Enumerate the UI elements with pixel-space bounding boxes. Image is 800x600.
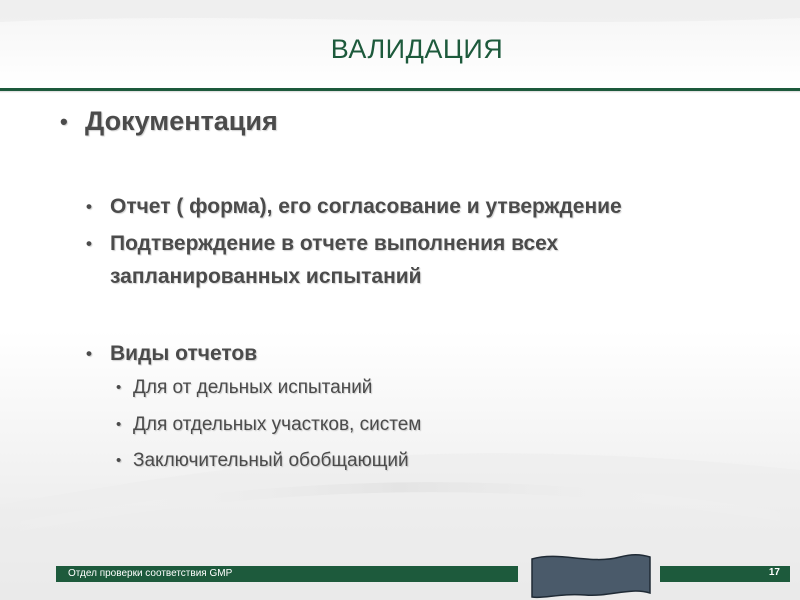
bullet-marker: • bbox=[116, 379, 122, 396]
bullet-text: Подтверждение в отчете выполнения всех bbox=[110, 232, 559, 255]
footer-department: Отдел проверки соответствия GMP bbox=[68, 568, 233, 579]
bullet-marker: • bbox=[60, 109, 68, 134]
bullet-text: Для от дельных испытаний bbox=[133, 377, 373, 398]
bullet-text: запланированных испытаний bbox=[110, 265, 422, 288]
slide-title: ВАЛИДАЦИЯ bbox=[330, 34, 504, 64]
bullet-marker: • bbox=[116, 416, 122, 433]
bullet-marker: • bbox=[86, 197, 92, 216]
bullet-marker: • bbox=[86, 234, 92, 253]
bullet-text: Отчет ( форма), его согласование и утверждение bbox=[110, 195, 622, 218]
bullet-marker: • bbox=[116, 452, 122, 469]
bullet-text: Для отдельных участков, систем bbox=[133, 414, 422, 435]
bullet-text: Документация bbox=[85, 106, 278, 136]
bullet-marker: • bbox=[86, 344, 92, 363]
bullet-text: Виды отчетов bbox=[110, 342, 258, 365]
wavy-banner-shape-icon[interactable] bbox=[530, 553, 652, 600]
bullet-text: Заключительный обобщающий bbox=[133, 450, 409, 471]
page-number: 17 bbox=[768, 567, 780, 578]
